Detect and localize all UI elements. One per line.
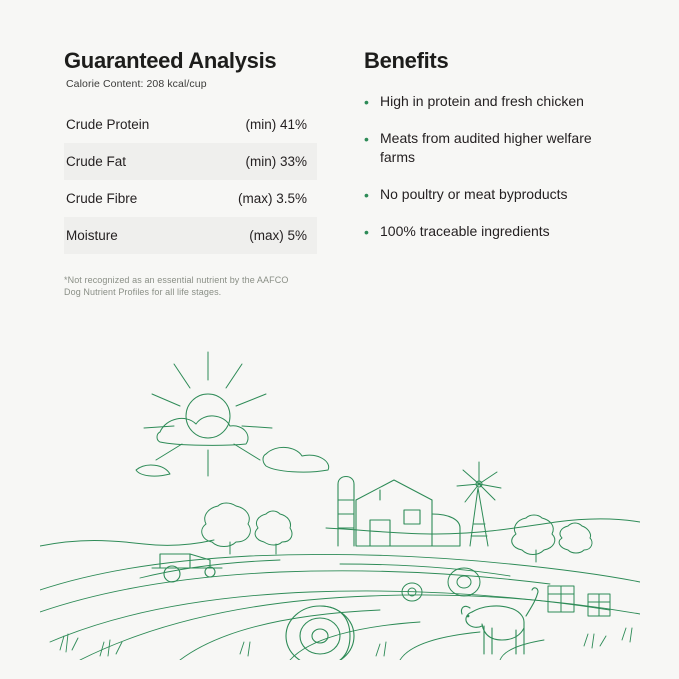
bullet-icon: • (364, 130, 369, 147)
benefits-list (364, 92, 624, 240)
field-furrows (40, 554, 640, 660)
nutrient-name: Moisture (66, 228, 118, 243)
horizon-lines (40, 519, 640, 546)
benefit-text: Meats from audited higher welfare farms (380, 129, 592, 165)
table-row (64, 217, 317, 254)
nutrient-value: (min) 33% (245, 154, 307, 169)
list-item (364, 92, 624, 111)
info-columns (0, 48, 679, 298)
nutrient-value: (max) 5% (249, 228, 307, 243)
list-item (364, 129, 624, 167)
bullet-icon: • (364, 223, 369, 240)
table-row (64, 143, 317, 180)
page-title: Guaranteed Analysis (64, 48, 277, 73)
silo-icon (338, 477, 354, 547)
guaranteed-analysis-table (64, 106, 317, 254)
cloud-icon (136, 416, 329, 476)
benefit-text: No poultry or meat byproducts (380, 185, 568, 202)
farm-landscape-illustration (40, 350, 640, 660)
nutrient-name: Crude Fat (66, 154, 127, 169)
nutrient-value: (max) 3.5% (237, 191, 307, 206)
bullet-icon: • (364, 186, 369, 203)
aafco-footnote: *Not recognized as an essential nutrient by the AAFCO Dog Nutrient Profiles for all life stages. (64, 275, 289, 298)
guaranteed-analysis-section (64, 48, 364, 298)
benefits-title: Benefits (364, 48, 449, 73)
calorie-content-text: Calorie Content: 208 kcal/cup (66, 78, 207, 90)
barn-icon (356, 480, 460, 546)
table-row (64, 180, 317, 217)
tree-icon (202, 503, 292, 554)
tree-icon (512, 515, 592, 562)
benefit-text: High in protein and fresh chicken (380, 93, 584, 109)
benefit-text: 100% traceable ingredients (380, 222, 550, 239)
table-row (64, 106, 317, 143)
nutrient-value: (min) 41% (245, 117, 307, 132)
benefits-section (364, 48, 624, 298)
nutrient-name: Crude Protein (66, 117, 150, 132)
nutrient-name: Crude Fibre (66, 191, 138, 206)
list-item (364, 185, 624, 204)
sun-rays-icon (144, 352, 272, 476)
list-item (364, 222, 624, 241)
bullet-icon: • (364, 94, 369, 110)
crate-icon (548, 586, 610, 616)
